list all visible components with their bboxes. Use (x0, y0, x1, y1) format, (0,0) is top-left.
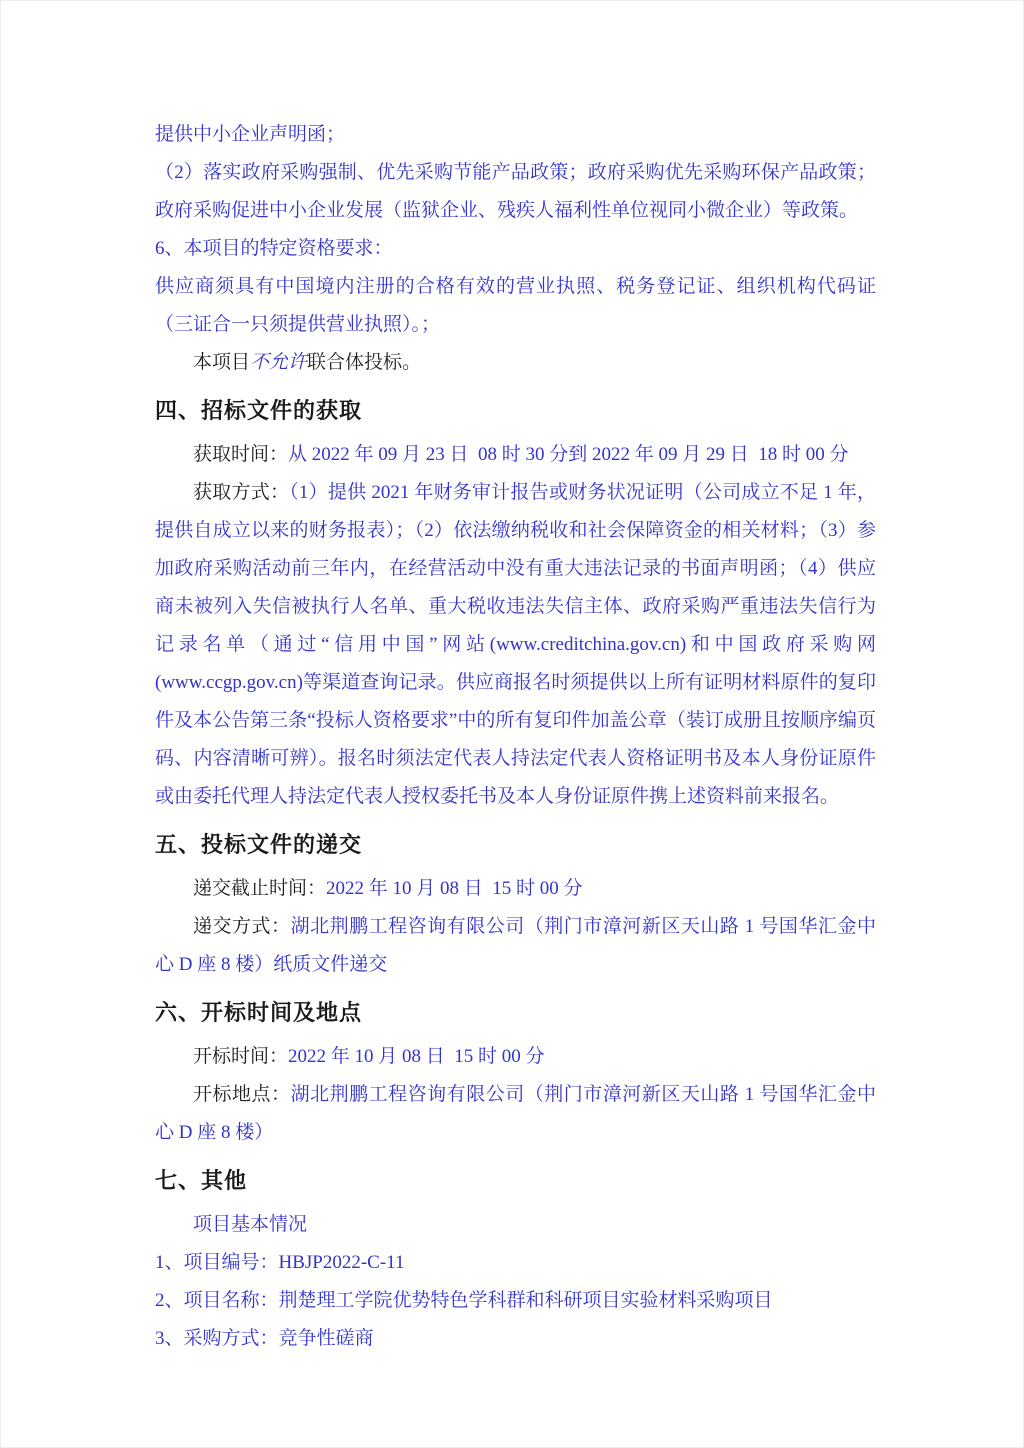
submission-method-paragraph (155, 908, 876, 984)
policy-paragraph: （2）落实政府采购强制、优先采购节能产品政策；政府采购优先采购环保产品政策；政府采购促进中小企业发展（监狱企业、残疾人福利性单位视同小微企业）等政策。 (155, 162, 876, 221)
project-code-line: 1、项目编号：HBJP2022-C-11 (155, 1252, 405, 1273)
consortium-suffix: 联合体投标。 (307, 352, 422, 373)
consortium-not-allowed-emphasis: 不允许 (250, 352, 308, 373)
specific-requirement-body: 供应商须具有中国境内注册的合格有效的营业执照、税务登记证、组织机构代码证（三证合一只须提供营业执照）。； (155, 276, 876, 335)
section-heading-other: 七、其他 (155, 1168, 248, 1193)
procurement-method-line: 3、采购方式：竞争性磋商 (155, 1328, 374, 1349)
section-heading-acquisition: 四、招标文件的获取 (155, 398, 363, 423)
section-heading-opening: 六、开标时间及地点 (155, 1000, 363, 1025)
specific-requirement-title: 6、本项目的特定资格要求： (155, 238, 393, 259)
opening-time-label: 开标时间： (193, 1046, 289, 1067)
submission-deadline-line (155, 870, 876, 908)
submission-deadline-label: 递交截止时间： (193, 878, 327, 899)
acquisition-time-label: 获取时间： (193, 444, 289, 465)
opening-place-paragraph (155, 1076, 876, 1152)
consortium-bidding-line (155, 344, 876, 382)
opening-place-value: 湖北荆鹏工程咨询有限公司（荆门市漳河新区天山路 1 号国华汇金中心 D 座 8 楼） (155, 1084, 876, 1143)
opening-time-value: 2022 年 10 月 08 日 15 时 00 分 (288, 1046, 545, 1067)
submission-method-value: 湖北荆鹏工程咨询有限公司（荆门市漳河新区天山路 1 号国华汇金中心 D 座 8 楼）纸质文件递交 (155, 916, 876, 975)
consortium-prefix: 本项目 (193, 352, 251, 373)
acquisition-method-value: （1）提供 2021 年财务审计报告或财务状况证明（公司成立不足 1 年，提供自成立以来的财务报表）；（2）依法缴纳税收和社会保障资金的相关材料；（3）参加政府采购活动前三年内，在经营活动中没有重大违法记录的书面声明函；（4）供应商未被列入失信被执行人名单、重大税收违法失信主体、政府采购严重违法失信行为记录名单（通过“信用中国”网站(www.creditchina.gov.cn)和中国政府采购网(www.ccgp.gov.cn)等渠道查询记录。供应商报名时须提供以上所有证明材料原件的复印件及本公告第三条“投标人资格要求”中的所有复印件加盖公章（装订成册且按顺序编页码、内容清晰可辨）。报名时须法定代表人持法定代表人资格证明书及本人身份证原件或由委托代理人持法定代表人授权委托书及本人身份证原件携上述资料前来报名。 (155, 482, 876, 807)
opening-place-label: 开标地点： (193, 1084, 291, 1105)
smes-declaration-line: 提供中小企业声明函； (155, 124, 346, 145)
project-basic-info-title: 项目基本情况 (193, 1214, 308, 1235)
opening-time-line (155, 1038, 876, 1076)
acquisition-method-label: 获取方式： (193, 482, 290, 503)
submission-method-label: 递交方式： (193, 916, 291, 937)
project-name-line: 2、项目名称：荆楚理工学院优势特色学科群和科研项目实验材料采购项目 (155, 1290, 773, 1311)
acquisition-time-value: 从 2022 年 09 月 23 日 08 时 30 分到 2022 年 09 月 29 日 18 时 00 分 (288, 444, 849, 465)
acquisition-method-paragraph (155, 474, 876, 816)
submission-deadline-value: 2022 年 10 月 08 日 15 时 00 分 (326, 878, 583, 899)
section-heading-submission: 五、投标文件的递交 (155, 832, 363, 857)
acquisition-time-line (155, 436, 876, 474)
